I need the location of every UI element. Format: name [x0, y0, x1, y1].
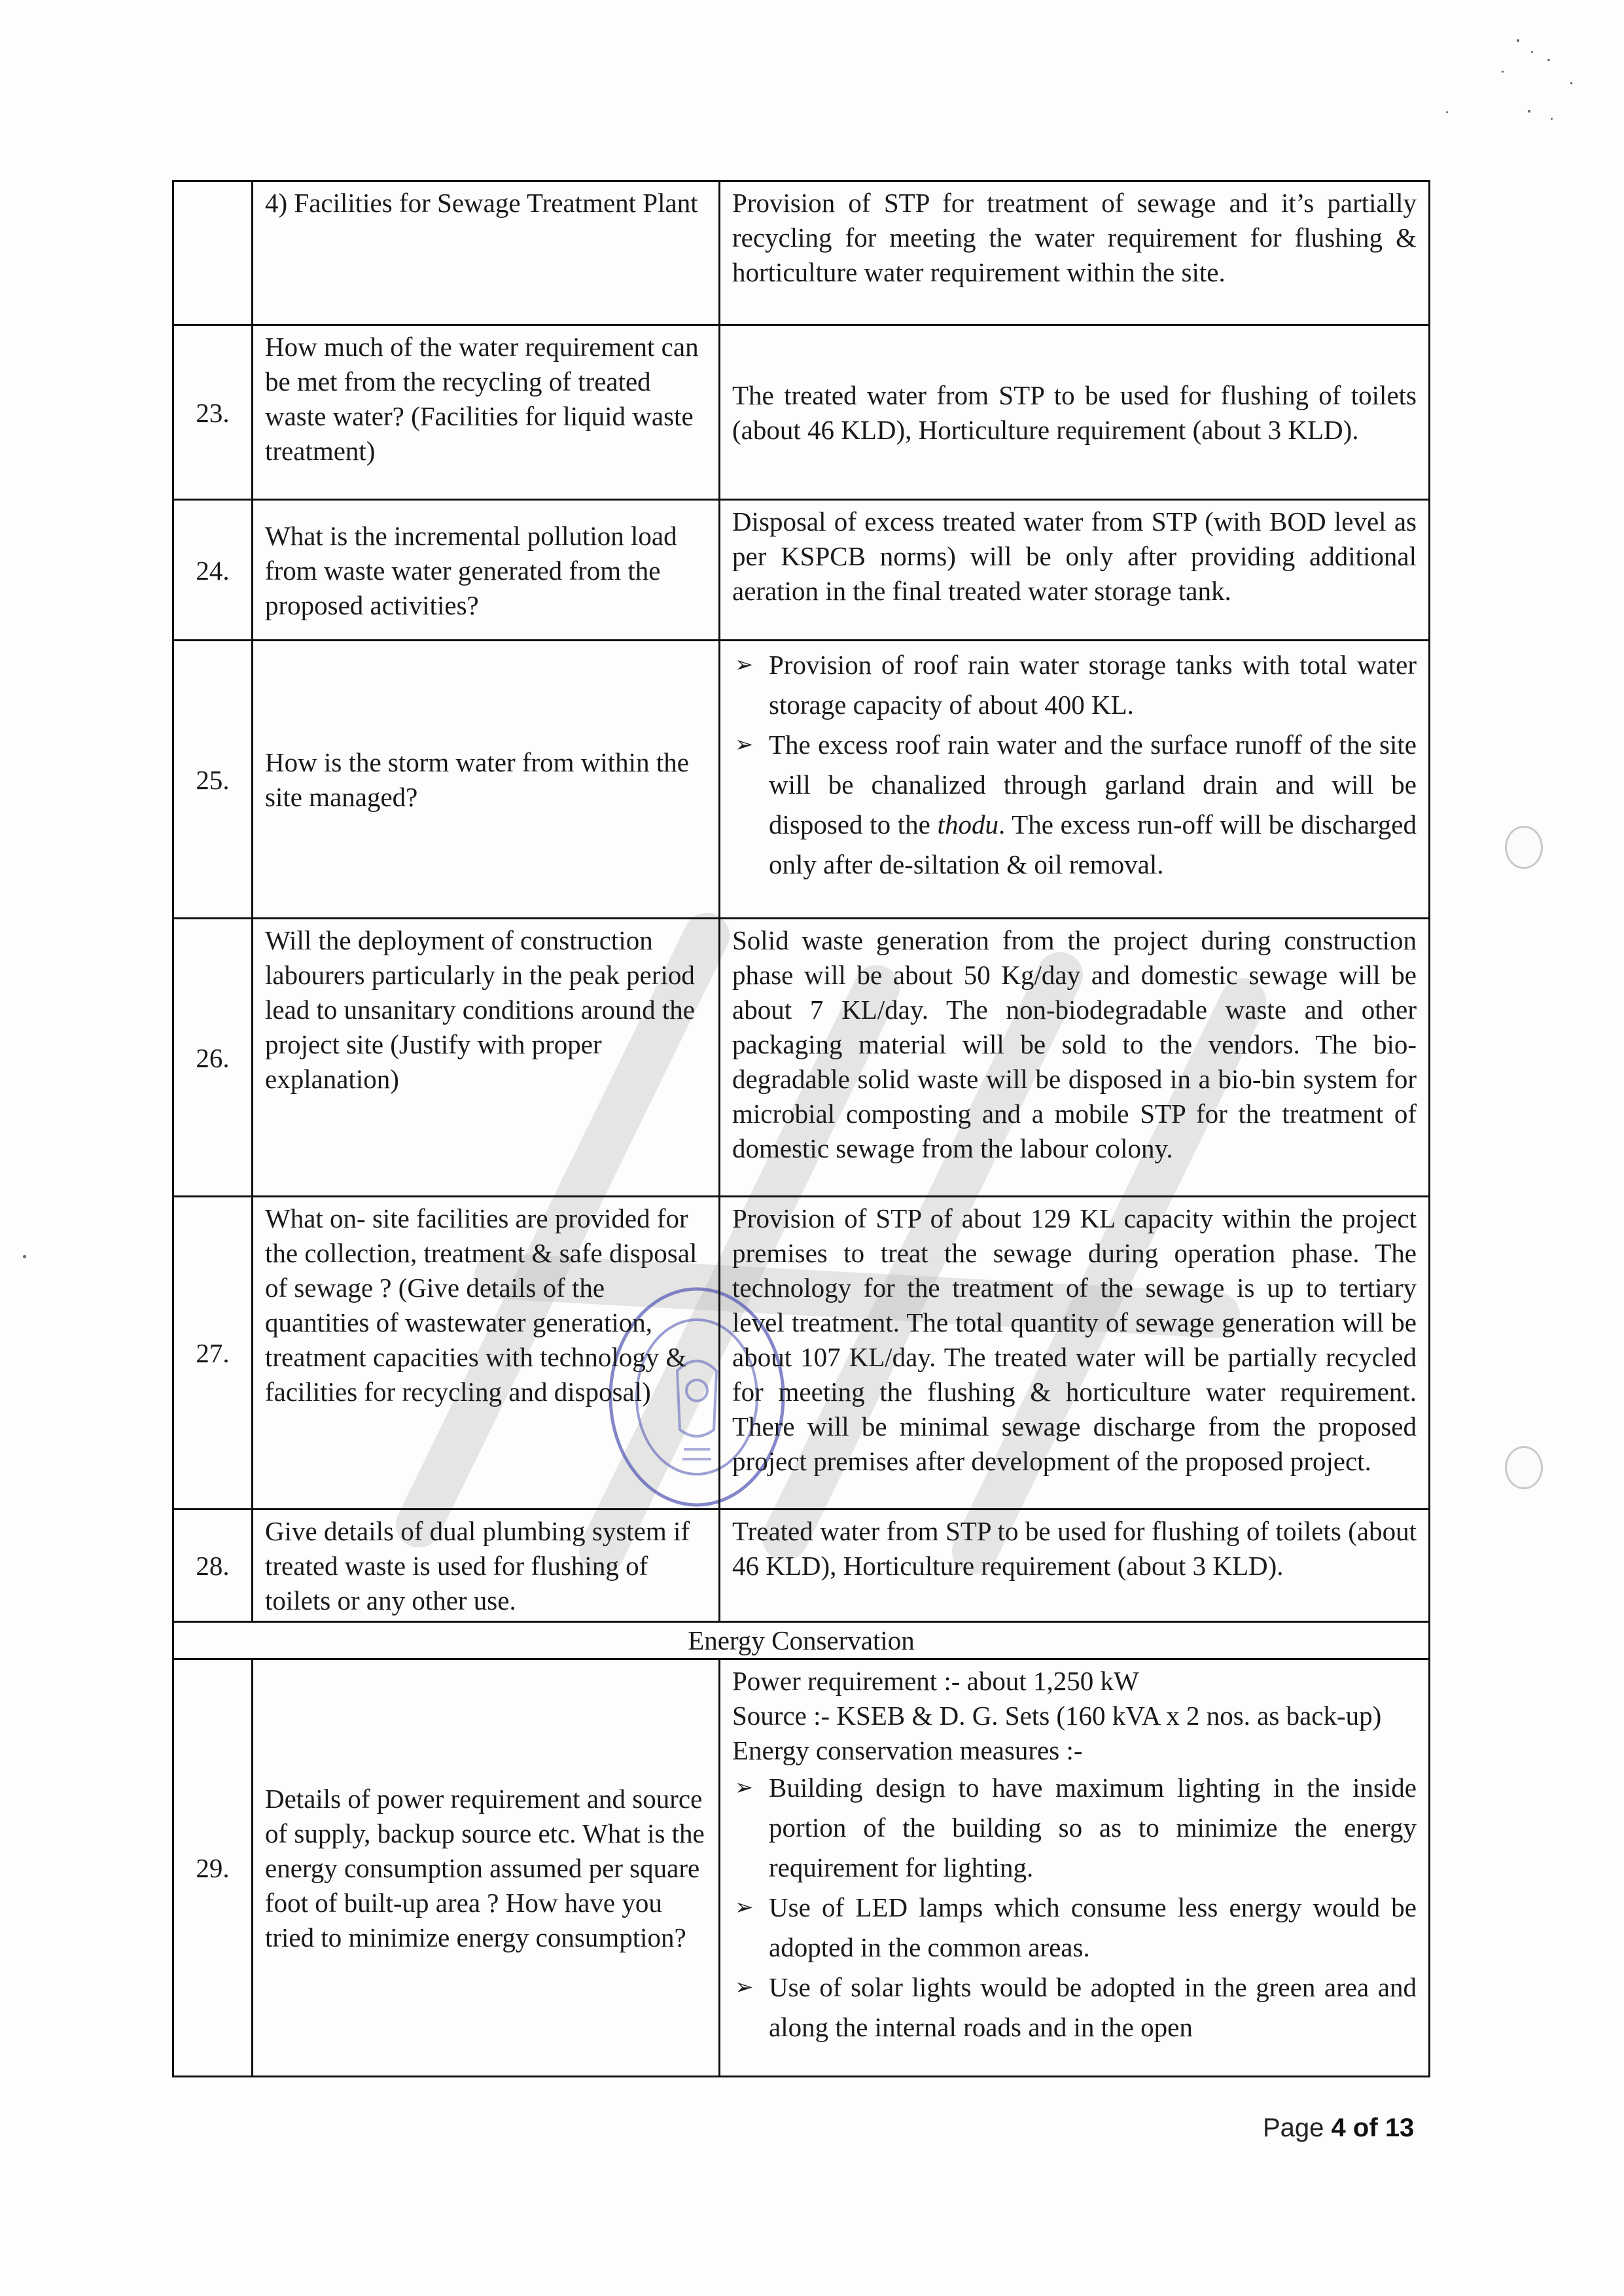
- scan-speck: [1547, 59, 1550, 61]
- bullet-item: [732, 1888, 1417, 1968]
- answer-cell: [720, 641, 1430, 919]
- answer-text: The treated water from STP to be used for flushing of toilets (about 46 KLD), Horticulture requirement (about 3 KLD).: [732, 380, 1417, 445]
- table-row: [173, 1510, 1430, 1622]
- arrow-bullet-icon: ➢: [735, 1775, 754, 1801]
- scan-speck: [1551, 118, 1553, 120]
- bullet-text: Use of solar lights would be adopted in the green area and along the internal roads and in the open: [769, 1972, 1417, 2042]
- italic-term: thodu: [937, 809, 998, 839]
- punch-hole: [1505, 1446, 1543, 1489]
- bullet-text: Use of LED lamps which consume less energy would be adopted in the common areas.: [769, 1892, 1417, 1962]
- row-number: 25.: [173, 641, 253, 919]
- scan-speck: [1531, 51, 1533, 53]
- punch-hole: [1505, 826, 1543, 869]
- question-cell: 4) Facilities for Sewage Treatment Plant: [253, 181, 720, 325]
- table-row: [173, 181, 1430, 325]
- arrow-bullet-icon: ➢: [735, 732, 754, 758]
- total-pages: 13: [1385, 2113, 1415, 2142]
- page-label: Page: [1263, 2113, 1324, 2142]
- table-row: [173, 641, 1430, 919]
- answer-cell: Solid waste generation from the project during construction phase will be about 50 Kg/day and domestic sewage will be about 7 KL/day. The non-biodegradable waste and other packaging material will be sold to the vendors. The bio-degradable solid waste will be disposed in a bio-bin system for microbial composting and a mobile STP for the treatment of domestic sewage from the labour colony.: [720, 919, 1430, 1197]
- current-page: 4: [1331, 2113, 1346, 2142]
- scan-speck: [23, 1255, 26, 1258]
- arrow-bullet-icon: ➢: [735, 652, 754, 678]
- answer-cell: [720, 1659, 1430, 2077]
- arrow-bullet-icon: ➢: [735, 1894, 754, 1920]
- table-row: [173, 1659, 1430, 2077]
- row-number: 29.: [173, 1659, 253, 2077]
- question-cell: Details of power requirement and source of supply, backup source etc. What is the energy consumption assumed per square foot of built-up area ? How have you tried to minimize energy consumption?: [253, 1659, 720, 2077]
- answer-cell: Treated water from STP to be used for flushing of toilets (about 46 KLD), Horticulture requirement (about 3 KLD).: [720, 1510, 1430, 1622]
- answer-cell: [720, 325, 1430, 500]
- question-cell: What is the incremental pollution load from waste water generated from the proposed activities?: [253, 500, 720, 641]
- table-row: [173, 919, 1430, 1197]
- scan-speck: [1570, 82, 1572, 84]
- bullet-item: [732, 645, 1417, 725]
- scan-speck: [1446, 111, 1448, 113]
- scan-speck: [1528, 110, 1530, 113]
- answer-cell: Provision of STP of about 129 KL capacity within the project premises to treat the sewage during operation phase. The technology for the treatment of the sewage is up to tertiary level treatment. The total quantity of sewage generation will be about 107 KL/day. The treated water will be partially recycled for meeting the flushing & horticulture water requirement. There will be minimal sewage discharge from the proposed project premises after development of the proposed project.: [720, 1197, 1430, 1510]
- measures-heading: Energy conservation measures :-: [732, 1735, 1083, 1765]
- bullet-item: [732, 725, 1417, 885]
- row-number: 28.: [173, 1510, 253, 1622]
- row-number: [173, 181, 253, 325]
- question-cell: What on- site facilities are provided for the collection, treatment & safe disposal of sewage ? (Give details of the quantities of wastewater generation, treatment capacities with technology & facilities for recycling and disposal): [253, 1197, 720, 1510]
- bullet-text-end: removal.: [1068, 849, 1164, 879]
- scan-speck: [1517, 39, 1519, 42]
- eia-questionnaire-table: [172, 180, 1430, 2077]
- table-row: [173, 325, 1430, 500]
- section-heading: Energy Conservation: [173, 1622, 1430, 1659]
- bullet-text-tail: . The excess run-off will be discharged only after de-siltation & oil: [769, 809, 1417, 879]
- page-number-footer: [1263, 2113, 1414, 2143]
- section-row: [173, 1622, 1430, 1659]
- question-cell: How much of the water requirement can be met from the recycling of treated waste water? (Facilities for liquid waste treatment): [253, 325, 720, 500]
- row-number: 23.: [173, 325, 253, 500]
- power-source: Source :- KSEB & D. G. Sets (160 kVA x 2 nos. as back-up): [732, 1701, 1382, 1731]
- question-cell: Will the deployment of construction labourers particularly in the peak period lead to unsanitary conditions around the project site (Justify with proper explanation): [253, 919, 720, 1197]
- answer-cell: Provision of STP for treatment of sewage and it’s partially recycling for meeting the water requirement for flushing & horticulture water requirement within the site.: [720, 181, 1430, 325]
- table-row: [173, 1197, 1430, 1510]
- scan-speck: [1502, 71, 1504, 73]
- question-cell: How is the storm water from within the site managed?: [253, 641, 720, 919]
- bullet-text: Building design to have maximum lighting in the inside portion of the building so as to minimize the energy requirement for lighting.: [769, 1773, 1417, 1882]
- row-number: 24.: [173, 500, 253, 641]
- answer-cell: Disposal of excess treated water from STP (with BOD level as per KSPCB norms) will be only after providing additional aeration in the final treated water storage tank.: [720, 500, 1430, 641]
- bullet-item: [732, 1768, 1417, 1888]
- bullet-list: [732, 1768, 1417, 2047]
- question-cell: Give details of dual plumbing system if treated waste is used for flushing of toilets or any other use.: [253, 1510, 720, 1622]
- table-row: [173, 500, 1430, 641]
- bullet-list: [732, 645, 1417, 885]
- bullet-text: Provision of roof rain water storage tanks with total water storage capacity of about 400 KL.: [769, 650, 1417, 720]
- bullet-text: The excess roof rain water and the surface runoff of the site will be chanalized through garland drain and will be disposed to the: [769, 730, 1417, 839]
- power-requirement: Power requirement :- about 1,250 kW: [732, 1666, 1139, 1696]
- bullet-item: [732, 1968, 1417, 2047]
- row-number: 27.: [173, 1197, 253, 1510]
- arrow-bullet-icon: ➢: [735, 1974, 754, 2000]
- of-label: of: [1352, 2113, 1378, 2142]
- row-number: 26.: [173, 919, 253, 1197]
